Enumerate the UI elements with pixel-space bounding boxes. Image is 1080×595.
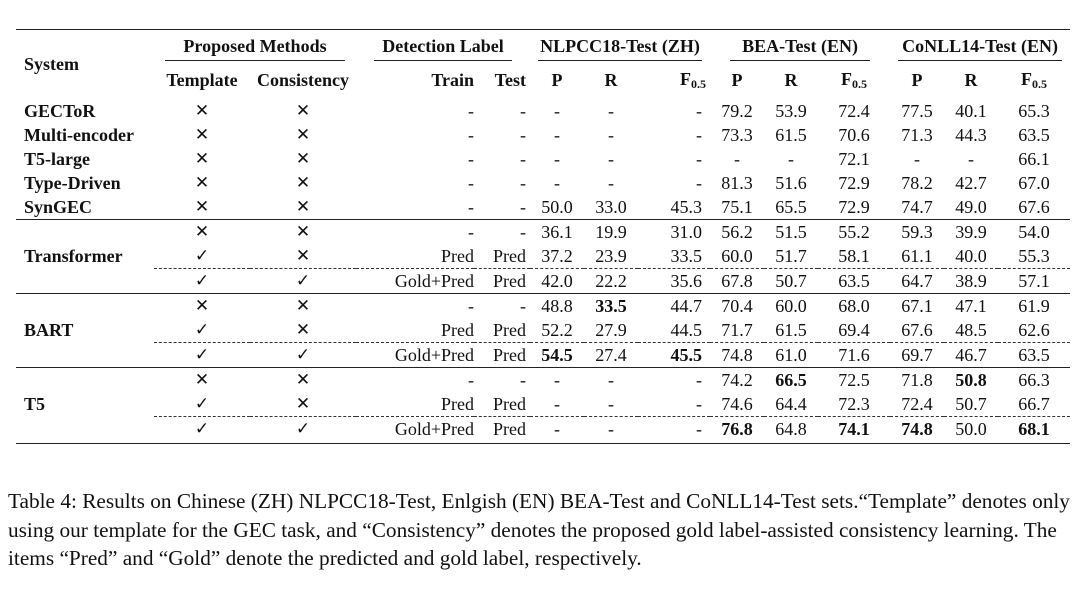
conll-p-cell: 67.1: [890, 294, 944, 319]
nlpcc-p-cell: -: [530, 417, 584, 444]
template-mark: ✕: [154, 294, 250, 319]
nlpcc-f-cell: 45.5: [638, 343, 710, 368]
nlpcc-r-cell: -: [608, 173, 615, 193]
header-template: Template: [166, 70, 238, 90]
bea-p-cell: 81.3: [721, 173, 753, 193]
table-row: [16, 220, 1070, 245]
bea-r-cell: 61.5: [775, 320, 807, 340]
conll-r-cell: 48.5: [955, 320, 987, 340]
nlpcc-f-cell: -: [696, 101, 703, 121]
conll-f-cell: 66.1: [1018, 149, 1050, 169]
template-mark: ✓: [154, 343, 250, 368]
template-mark: ✓: [154, 269, 250, 294]
nlpcc-f-cell: 31.0: [638, 220, 710, 245]
header-conll-f: $F_{0.5}$: [1021, 69, 1048, 91]
bea-r-cell: -: [788, 149, 795, 169]
train-label-cell: Gold+Pred: [356, 417, 474, 444]
bea-p-cell: 56.2: [710, 220, 764, 245]
bea-f-cell: 63.5: [818, 269, 890, 294]
header-nlpcc-f: $F_{0.5}$: [680, 69, 707, 91]
nlpcc-r-cell: -: [608, 394, 615, 414]
train-label-cell: -: [356, 294, 474, 319]
table-row: [16, 123, 1070, 147]
header-row-2: [16, 65, 1070, 95]
bea-p-cell: 75.1: [721, 197, 753, 217]
header-nlpcc: NLPCC18-Test (ZH): [530, 30, 710, 66]
table-row: [16, 269, 1070, 294]
bea-f-cell: 55.2: [818, 220, 890, 245]
conll-r-cell: 40.1: [955, 101, 987, 121]
conll-p-cell: 61.1: [901, 246, 933, 266]
train-label-cell: Gold+Pred: [356, 343, 474, 368]
conll-f-cell: 67.0: [1018, 173, 1050, 193]
conll-f-cell: 62.6: [1018, 320, 1050, 340]
test-label-cell: Pred: [474, 417, 530, 444]
nlpcc-p-cell: 48.8: [530, 294, 584, 319]
conll-f-cell: 66.7: [1018, 394, 1050, 414]
nlpcc-p-cell: 50.0: [541, 197, 573, 217]
test-label-cell: Pred: [493, 246, 527, 266]
nlpcc-f-cell: 44.7: [638, 294, 710, 319]
bea-r-cell: 64.8: [764, 417, 818, 444]
system-cell: T5: [24, 394, 46, 415]
table-row: [16, 171, 1070, 195]
train-label-cell: Pred: [441, 394, 474, 414]
consistency-mark: ✕: [295, 172, 311, 193]
conll-p-cell: 74.8: [890, 417, 944, 444]
conll-r-cell: 44.3: [955, 125, 987, 145]
header-train: Train: [431, 70, 474, 90]
results-table-container: [16, 29, 1062, 444]
system-cell: [16, 269, 154, 294]
consistency-mark: ✕: [295, 196, 311, 217]
nlpcc-p-cell: -: [554, 101, 561, 121]
train-label-cell: -: [468, 125, 474, 145]
template-mark: ✕: [154, 220, 250, 245]
header-bea-r: R: [784, 70, 798, 90]
consistency-mark: ✕: [250, 368, 356, 393]
bea-r-cell: 51.6: [775, 173, 807, 193]
header-bea: BEA-Test (EN): [710, 30, 890, 66]
template-mark: ✕: [154, 368, 250, 393]
nlpcc-r-cell: 27.4: [584, 343, 638, 368]
conll-r-cell: 42.7: [955, 173, 987, 193]
bea-r-cell: 50.7: [764, 269, 818, 294]
bea-f-cell: 69.4: [838, 320, 870, 340]
template-mark: ✓: [194, 393, 210, 414]
template-mark: ✕: [194, 196, 210, 217]
consistency-mark: ✓: [250, 417, 356, 444]
bea-f-cell: 72.5: [818, 368, 890, 393]
bea-p-cell: 74.6: [721, 394, 753, 414]
bea-p-cell: 74.8: [710, 343, 764, 368]
bea-r-cell: 60.0: [764, 294, 818, 319]
table-row: [16, 318, 1070, 343]
template-mark: ✕: [194, 100, 210, 121]
consistency-mark: ✓: [250, 343, 356, 368]
system-cell: T5-large: [24, 149, 90, 169]
bea-r-cell: 61.5: [775, 125, 807, 145]
system-cell: [16, 343, 154, 368]
nlpcc-f-cell: -: [696, 149, 703, 169]
conll-r-cell: 50.0: [944, 417, 998, 444]
conll-p-cell: 71.8: [890, 368, 944, 393]
nlpcc-p-cell: 52.2: [541, 320, 573, 340]
nlpcc-f-cell: -: [696, 394, 703, 414]
nlpcc-f-cell: -: [696, 173, 703, 193]
table-row: [16, 147, 1070, 171]
nlpcc-f-cell: 44.5: [670, 320, 703, 340]
nlpcc-r-cell: 22.2: [584, 269, 638, 294]
header-bea-p: P: [731, 70, 743, 90]
bea-f-cell: 70.6: [838, 125, 870, 145]
header-conll: CoNLL14-Test (EN): [890, 30, 1070, 66]
bea-p-cell: -: [734, 149, 741, 169]
test-label-cell: -: [474, 294, 530, 319]
test-label-cell: -: [474, 368, 530, 393]
nlpcc-p-cell: -: [530, 368, 584, 393]
conll-r-cell: 47.1: [944, 294, 998, 319]
test-label-cell: Pred: [493, 320, 527, 340]
header-consistency: Consistency: [256, 70, 349, 90]
consistency-mark: ✕: [295, 148, 311, 169]
train-label-cell: -: [356, 368, 474, 393]
nlpcc-f-cell: -: [638, 417, 710, 444]
nlpcc-r-cell: -: [608, 149, 615, 169]
conll-r-cell: 38.9: [944, 269, 998, 294]
bea-p-cell: 67.8: [710, 269, 764, 294]
nlpcc-r-cell: -: [584, 368, 638, 393]
conll-p-cell: 59.3: [890, 220, 944, 245]
test-label-cell: Pred: [493, 394, 527, 414]
nlpcc-r-cell: 33.0: [595, 197, 627, 217]
train-label-cell: -: [468, 197, 474, 217]
bea-r-cell: 65.5: [775, 197, 807, 217]
test-label-cell: -: [520, 149, 527, 169]
consistency-mark: ✕: [295, 319, 311, 340]
nlpcc-r-cell: -: [584, 417, 638, 444]
conll-p-cell: 72.4: [901, 394, 933, 414]
nlpcc-r-cell: 19.9: [584, 220, 638, 245]
conll-p-cell: 78.2: [901, 173, 933, 193]
table-row: [16, 392, 1070, 417]
nlpcc-p-cell: -: [554, 125, 561, 145]
nlpcc-f-cell: -: [696, 125, 703, 145]
bea-f-cell: 71.6: [818, 343, 890, 368]
table-row: [16, 343, 1070, 368]
conll-p-cell: 67.6: [901, 320, 933, 340]
consistency-mark: ✕: [295, 245, 311, 266]
train-label-cell: -: [468, 173, 474, 193]
table-caption: Table 4: Results on Chinese (ZH) NLPCC18-Test, Enlgish (EN) BEA-Test and CoNLL14-Test sets.“Template” denotes only using our template for the GEC task, and “Consistency” denotes the proposed gold label-assisted consistency learning. The items “Pred” and “Gold” denote the predicted and gold label, respectively.: [8, 489, 1070, 570]
bea-f-cell: 72.1: [838, 149, 870, 169]
template-mark: ✓: [154, 417, 250, 444]
header-bea-f: $F_{0.5}$: [841, 69, 868, 91]
nlpcc-f-cell: 35.6: [638, 269, 710, 294]
header-proposed-methods: Proposed Methods: [154, 30, 356, 66]
nlpcc-p-cell: -: [554, 394, 561, 414]
train-label-cell: -: [356, 220, 474, 245]
table-row: [16, 195, 1070, 220]
conll-f-cell: 63.5: [998, 343, 1070, 368]
conll-r-cell: 49.0: [955, 197, 987, 217]
header-system: System: [16, 30, 154, 96]
nlpcc-r-cell: 33.5: [584, 294, 638, 319]
conll-r-cell: 40.0: [955, 246, 987, 266]
nlpcc-f-cell: 33.5: [670, 246, 703, 266]
bea-r-cell: 53.9: [775, 101, 807, 121]
system-cell: BART: [24, 320, 74, 341]
system-cell: Multi-encoder: [24, 125, 134, 145]
conll-r-cell: 50.8: [944, 368, 998, 393]
conll-f-cell: 57.1: [998, 269, 1070, 294]
template-mark: ✓: [194, 245, 210, 266]
nlpcc-p-cell: 36.1: [530, 220, 584, 245]
results-table: [16, 29, 1070, 444]
system-cell: SynGEC: [24, 197, 93, 217]
bea-f-cell: 72.4: [838, 101, 870, 121]
bea-p-cell: 79.2: [721, 101, 753, 121]
bea-r-cell: 51.7: [775, 246, 807, 266]
system-cell: GECToR: [24, 101, 96, 121]
nlpcc-p-cell: 54.5: [530, 343, 584, 368]
conll-f-cell: 61.9: [998, 294, 1070, 319]
bea-f-cell: 68.0: [818, 294, 890, 319]
bea-f-cell: 72.3: [838, 394, 870, 414]
bea-p-cell: 76.8: [710, 417, 764, 444]
header-detection-label: Detection Label: [356, 30, 530, 66]
bea-p-cell: 71.7: [721, 320, 753, 340]
nlpcc-p-cell: 37.2: [541, 246, 573, 266]
test-label-cell: Pred: [474, 343, 530, 368]
conll-r-cell: -: [968, 149, 975, 169]
conll-f-cell: 54.0: [998, 220, 1070, 245]
test-label-cell: -: [520, 125, 527, 145]
nlpcc-p-cell: -: [554, 149, 561, 169]
conll-f-cell: 68.1: [998, 417, 1070, 444]
train-label-cell: Gold+Pred: [356, 269, 474, 294]
system-cell: [16, 368, 154, 393]
train-label-cell: -: [468, 149, 474, 169]
test-label-cell: -: [520, 173, 527, 193]
header-test: Test: [494, 70, 527, 90]
header-nlpcc-r: R: [604, 70, 618, 90]
template-mark: ✕: [194, 172, 210, 193]
nlpcc-f-cell: 45.3: [670, 197, 703, 217]
conll-f-cell: 67.6: [1018, 197, 1050, 217]
consistency-mark: ✕: [295, 393, 311, 414]
table-row: [16, 95, 1070, 123]
nlpcc-r-cell: 23.9: [595, 246, 627, 266]
consistency-mark: ✕: [250, 294, 356, 319]
table-row: [16, 294, 1070, 319]
test-label-cell: -: [520, 101, 527, 121]
bea-r-cell: 66.5: [764, 368, 818, 393]
system-cell: Transformer: [24, 246, 123, 267]
template-mark: ✕: [194, 124, 210, 145]
system-cell: [16, 294, 154, 319]
nlpcc-r-cell: -: [608, 101, 615, 121]
nlpcc-r-cell: -: [608, 125, 615, 145]
bea-r-cell: 64.4: [775, 394, 807, 414]
conll-f-cell: 55.3: [1018, 246, 1050, 266]
bea-r-cell: 61.0: [764, 343, 818, 368]
consistency-mark: ✕: [295, 124, 311, 145]
conll-p-cell: 69.7: [890, 343, 944, 368]
nlpcc-r-cell: 27.9: [595, 320, 627, 340]
conll-r-cell: 39.9: [944, 220, 998, 245]
conll-f-cell: 66.3: [998, 368, 1070, 393]
system-cell: [16, 220, 154, 245]
bea-p-cell: 60.0: [721, 246, 753, 266]
conll-f-cell: 65.3: [1018, 101, 1050, 121]
conll-r-cell: 50.7: [955, 394, 987, 414]
bea-p-cell: 70.4: [710, 294, 764, 319]
conll-p-cell: 64.7: [890, 269, 944, 294]
nlpcc-f-cell: -: [638, 368, 710, 393]
conll-f-cell: 63.5: [1018, 125, 1050, 145]
bea-f-cell: 72.9: [838, 173, 870, 193]
test-label-cell: Pred: [474, 269, 530, 294]
header-conll-r: R: [964, 70, 978, 90]
header-row-1: [16, 30, 1070, 66]
bea-f-cell: 74.1: [818, 417, 890, 444]
header-nlpcc-p: P: [551, 70, 563, 90]
system-cell: Type-Driven: [24, 173, 121, 193]
bea-p-cell: 73.3: [721, 125, 753, 145]
conll-p-cell: 77.5: [901, 101, 933, 121]
bea-f-cell: 72.9: [838, 197, 870, 217]
nlpcc-p-cell: -: [554, 173, 561, 193]
train-label-cell: -: [468, 101, 474, 121]
conll-p-cell: -: [914, 149, 921, 169]
conll-r-cell: 46.7: [944, 343, 998, 368]
table-row: [16, 368, 1070, 393]
header-conll-p: P: [911, 70, 923, 90]
bea-f-cell: 58.1: [838, 246, 870, 266]
consistency-mark: ✓: [250, 269, 356, 294]
table-row: [16, 417, 1070, 444]
test-label-cell: -: [474, 220, 530, 245]
train-label-cell: Pred: [441, 320, 474, 340]
train-label-cell: Pred: [441, 246, 474, 266]
consistency-mark: ✕: [295, 100, 311, 121]
test-label-cell: -: [520, 197, 527, 217]
system-cell: [16, 417, 154, 444]
template-mark: ✓: [194, 319, 210, 340]
conll-p-cell: 74.7: [901, 197, 933, 217]
bea-r-cell: 51.5: [764, 220, 818, 245]
template-mark: ✕: [194, 148, 210, 169]
conll-p-cell: 71.3: [901, 125, 933, 145]
consistency-mark: ✕: [250, 220, 356, 245]
nlpcc-p-cell: 42.0: [530, 269, 584, 294]
table-row: [16, 244, 1070, 269]
bea-p-cell: 74.2: [710, 368, 764, 393]
